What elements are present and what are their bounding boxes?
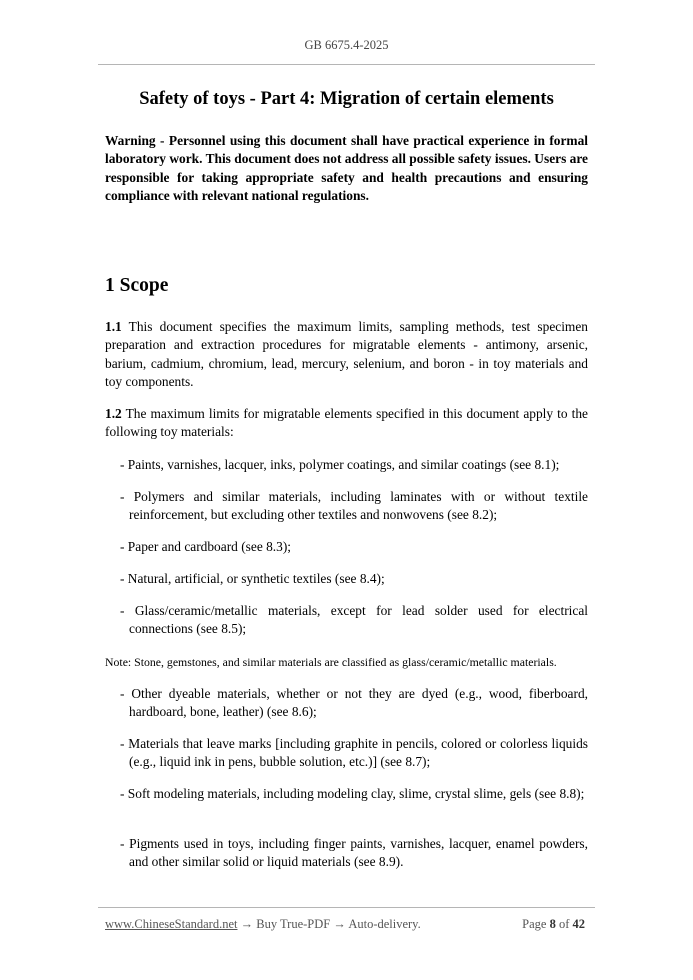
footer-divider: [98, 907, 595, 908]
arrow-right-icon: →: [333, 917, 346, 931]
list-item: - Materials that leave marks [including graphite in pencils, colored or colorless liquids (e.g., liquid ink in pens, bubble solution, etc.)] (see 8.7);: [120, 736, 588, 770]
page-label: Page: [522, 917, 547, 931]
document-title: Safety of toys - Part 4: Migration of certain elements: [139, 89, 554, 109]
list-item: - Soft modeling materials, including modeling clay, slime, crystal slime, gels (see 8.8);: [120, 786, 585, 801]
list-item: - Other dyeable materials, whether or not they are dyed (e.g., wood, fiberboard, hardboard, bone, leather) (see 8.6);: [120, 686, 588, 720]
section-heading: 1 Scope: [105, 275, 169, 296]
warning-paragraph: Warning - Personnel using this document shall have practical experience in formal laboratory work. This document does not address all possible safety issues. Users are responsible for taking appropriate safety and health precautions and ensuring compliance with relevant national regulations.: [105, 133, 588, 203]
site-link[interactable]: www.ChineseStandard.net: [105, 917, 238, 931]
clause-text: This document specifies the maximum limits, sampling methods, test specimen preparation and extraction procedures for migratable elements - antimony, arsenic, barium, cadmium, chromium, lead, mercury, selenium, and boron - in toy materials and toy components.: [105, 319, 588, 389]
note: Note: Stone, gemstones, and similar materials are classified as glass/ceramic/metallic materials.: [105, 655, 557, 669]
list-item: - Natural, artificial, or synthetic textiles (see 8.4);: [120, 571, 385, 586]
clause-number: 1.1: [105, 319, 122, 334]
list-item: - Paints, varnishes, lacquer, inks, polymer coatings, and similar coatings (see 8.1);: [120, 457, 560, 472]
running-header: GB 6675.4-2025: [304, 38, 389, 52]
clause-text: The maximum limits for migratable elements specified in this document apply to the following toy materials:: [105, 406, 588, 440]
header-divider: [98, 64, 595, 65]
arrow-right-icon: →: [240, 917, 254, 931]
list-item: - Pigments used in toys, including finger paints, varnishes, lacquer, enamel powders, and other similar solid or liquid materials (see 8.9).: [120, 836, 588, 870]
clause-1-2: [105, 405, 588, 442]
clause-number: 1.2: [105, 406, 122, 421]
list-item: - Polymers and similar materials, including laminates with or without textile reinforcement, but excluding other textiles and nonwovens (see 8.2);: [120, 489, 588, 523]
footer-links: [105, 917, 421, 932]
page-of: of: [558, 917, 570, 931]
buy-pdf-text: Buy True-PDF: [256, 917, 331, 931]
page-total: 42: [572, 917, 585, 931]
clause-1-1: [105, 318, 588, 391]
list-item: - Paper and cardboard (see 8.3);: [120, 539, 292, 554]
page-current: 8: [549, 917, 556, 931]
page-number: [522, 917, 585, 932]
list-item: - Glass/ceramic/metallic materials, except for lead solder used for electrical connections (see 8.5);: [120, 603, 588, 637]
delivery-text: Auto-delivery.: [348, 917, 421, 931]
